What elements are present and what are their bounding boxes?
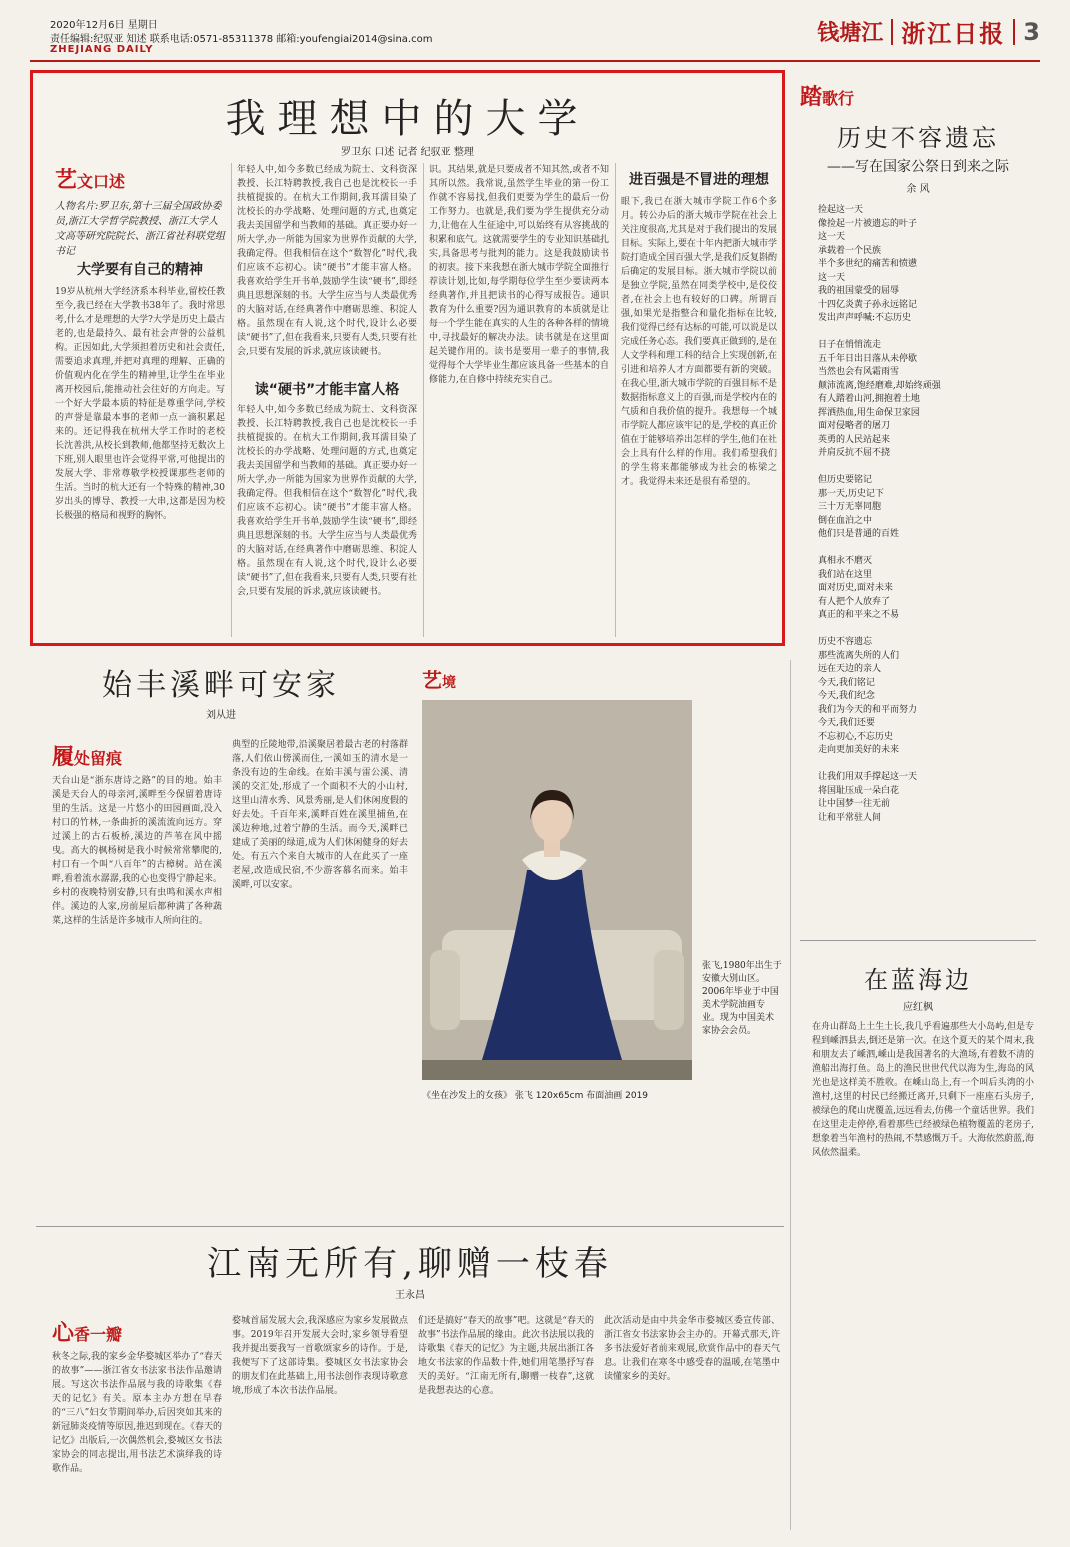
- poem-line: 他们只是普通的百姓: [818, 529, 900, 539]
- poem-line: 让我们用双手撑起这一天: [818, 772, 918, 782]
- poem-line: [818, 326, 1028, 340]
- right-column-rule: [790, 660, 791, 1530]
- poem-line: 走向更加美好的未来: [818, 745, 900, 755]
- section-name: 钱塘江: [817, 21, 884, 46]
- featured-col-2a: 年轻人中,如今多数已经成为院士、文科资深教授、长江特聘教授,我自己也是沈校长一手扶植提拔的。在杭大工作期间,我耳濡目染了沈校长的办学战略、处理问题的方式,也奠定我去美国留学和当教师的基础。真正要办好一所大学,办一所能为国家为世界作贡献的大学,我确定得。但我相信在这个“数智化”时代,我们应该不忘初心。读“硬书”才能丰富人格。我喜欢给学生开书单,鼓励学生读“硬书”,即经典且思想深刻的书。大学生应当与人类最优秀的大脑对话,在经典著作中磨砺思维、积淀人格。虽然现在有人说,这个时代,设计么必要读“硬书”了,但在我看来,只要有人类,只要有社会,只要有发展的诉求,就应该读硬书。: [237, 165, 417, 357]
- featured-byline: 罗卫东 口述 记者 纪驭亚 整理: [341, 147, 474, 158]
- article3-col-3: 们还是搞好“春天的故事”吧。这就是“春天的故事”书法作品展的缘由。此次书法展以我的诗歌集《春天的记忆》为主题,共展出浙江各地女书法家的作品数十件,她们用笔墨抒写春天的美好。“江南无所有,聊赠一枝春”,这就是我想表达的心意。: [418, 1316, 594, 1396]
- poem-line: 那一天,历史记下: [818, 488, 884, 499]
- article2-title: 始丰溪畔可安家: [102, 668, 340, 703]
- article3-kicker: [52, 1316, 122, 1347]
- art-kicker-rest: 境: [442, 675, 456, 691]
- poem-line: 那些流离失所的人们: [818, 650, 900, 661]
- column-rule: [231, 163, 232, 637]
- poem1-subtitle: ——写在国家公祭日到来之际: [827, 159, 1009, 175]
- kicker-big-char: 艺: [55, 168, 78, 193]
- poem-line: 这一天: [818, 232, 846, 242]
- page-number: 3: [1023, 17, 1040, 46]
- poem-line: 面对侵略者的屠刀: [818, 421, 891, 431]
- poem-line: 半个多世纪的痛苦和愤懑: [818, 259, 918, 269]
- poem-line: 但历史要铭记: [818, 475, 873, 485]
- masthead-divider-2: [1013, 19, 1015, 45]
- poem-line: [818, 461, 1028, 475]
- poem-line: 日子在悄悄流走: [818, 340, 882, 350]
- page-header: [30, 12, 1040, 62]
- subhead-hardbooks: 读“硬书”才能丰富人格: [254, 382, 400, 398]
- poem-line: [818, 758, 1028, 772]
- article3-author: 王永昌: [395, 1290, 425, 1301]
- poem-line: 今天,我们铭记: [818, 677, 875, 688]
- poem-line: 今天,我们还要: [818, 718, 875, 728]
- article3-col-2: 婺城首届发展大会,我深感应为家乡发展做点事。2019年召开发展大会时,家乡领导看望我并提出要我写一首歌颂家乡的诗作。于是,我便写下了这部诗集。婺城区女书法家协会的朋友们在此基础上,用书法创作表现诗歌意境,形成了本次书法作品展。: [232, 1316, 408, 1396]
- poetry-kicker-big: 踏: [800, 85, 823, 110]
- poem-line: 不忘初心,不忘历史: [818, 731, 893, 742]
- article2-kicker-rest: 处留痕: [74, 749, 123, 768]
- poetry-kicker-rest: 歌行: [822, 89, 855, 108]
- poetry-kicker: [800, 80, 854, 111]
- poem-line: [818, 542, 1028, 556]
- painting-caption: 《坐在沙发上的女孩》 张飞 120x65cm 布面油画 2019: [422, 1091, 649, 1101]
- author-bio: 人物名片:罗卫东,第十三届全国政协委员,浙江大学哲学院教授、浙江大学人文高等研究院院长、浙江省社科联党组书记: [55, 201, 225, 257]
- article2-kicker-big: 履: [52, 745, 75, 770]
- editor-info: 责任编辑:纪驭亚 知述 联系电话:0571-85311378 邮箱:youfengiai2014@sina.com: [50, 34, 433, 45]
- subhead-top100: 进百强是不冒进的理想: [629, 172, 769, 188]
- poem-line: 当然也会有风霜雨雪: [818, 367, 900, 377]
- article3-kicker-big: 心: [52, 1321, 75, 1346]
- poem-line: 让和平常驻人间: [818, 812, 882, 823]
- poem1-body: [818, 204, 1028, 904]
- poem-line: 有人踏着山河,拥抱着土地: [818, 394, 920, 404]
- poem-line: 历史不容遗忘: [818, 637, 873, 647]
- poem-line: 我的祖国蒙受的屈辱: [818, 286, 900, 296]
- poem-line: 面对历史,面对未来: [818, 583, 893, 593]
- essay2-body: 在舟山群岛上土生土长,我几乎看遍那些大小岛屿,但是专程到嵊泗县去,倒还是第一次。在这个夏天的某个周末,我和朋友去了嵊泗,嵊山是我国著名的大渔场,有着数不清的渔船出海打鱼。岛上的渔民世世代代以海为生,海岛的风光也是这样美不胜收。在嵊山岛上,有一个叫后头湾的小渔村,这里的村民已经搬迁离开,只剩下一座座石头房子,被绿色的爬山虎覆盖,远远看去,仿佛一个童话世界。我们在这里走走停停,看着那些已经被绿色植物覆盖的老房子,想象着当年渔村的热闹,不禁感慨万千。大海依然蔚蓝,海风依然温柔。: [812, 1022, 1034, 1158]
- poem-line: 十四亿炎黄子孙永远铭记: [818, 299, 918, 310]
- poem-line: 发出声声呼喊:不忘历史: [818, 313, 912, 323]
- article3-col-4: 此次活动是由中共金华市婺城区委宣传部、浙江省女书法家协会主办的。开幕式那天,许多书法爱好者前来观展,欣赏作品中的春天气息。让我们在寒冬中感受春的温暖,在笔墨中读懂家乡的美好。: [604, 1316, 780, 1382]
- subhead-spirit: 大学要有自己的精神: [77, 262, 203, 278]
- poem-line: 将国耻压成一朵白花: [818, 785, 900, 796]
- poem-line: [818, 623, 1028, 637]
- poem-line: 英勇的人民站起来: [818, 434, 891, 445]
- featured-title: 我理想中的大学: [225, 96, 590, 142]
- issue-date: 2020年12月6日 星期日: [50, 20, 158, 31]
- poem-line: 让中国梦一往无前: [818, 799, 891, 809]
- featured-kicker: [55, 163, 125, 194]
- poem-divider: [800, 940, 1036, 941]
- poem-line: 真相永不磨灭: [818, 556, 873, 566]
- poem-line: 有人把个人放弃了: [818, 596, 891, 607]
- poem-line: 并肩反抗不屈不挠: [818, 448, 891, 458]
- column-rule-2: [423, 163, 424, 637]
- art-kicker-big: 艺: [422, 668, 442, 692]
- poem-line: 远在天边的亲人: [818, 664, 882, 674]
- right-column: [796, 80, 1040, 1530]
- poem-line: 我们为今天的和平而努力: [818, 704, 918, 715]
- poem-line: 真正的和平来之不易: [818, 610, 900, 620]
- section-divider: [36, 1226, 784, 1227]
- poem-line: 捡起这一天: [818, 205, 864, 215]
- poem-line: 承载着一个民族: [818, 245, 882, 256]
- poem2-title: 在蓝海边: [864, 966, 972, 994]
- poem-line: 像捡起一片被遗忘的叶子: [818, 218, 918, 229]
- article2-author: 刘从进: [206, 710, 236, 721]
- article2-col-1: 天台山是“浙东唐诗之路”的目的地。始丰溪是天台人的母亲河,溪畔至今保留着唐诗里的生活。这是一片悠小的田园画面,没入村口的竹林,一条曲折的溪流流向远方。穿过溪上的古石板桥,溪边的芦苇在风中摇曳。高大的枫杨树是我小时候常常攀爬的,村口有一个叫“八百年”的古樟树。站在溪畔,看着流水潺潺,我的心也变得宁静起来。乡村的夜晚特别安静,只有虫鸣和溪水声相伴。溪边的人家,房前屋后都种满了各种蔬菜,这样的生活是许多城市人所向往的。: [52, 776, 222, 926]
- paper-logo: 浙江日报: [901, 19, 1006, 48]
- oil-painting: [422, 700, 692, 1080]
- masthead: [817, 14, 1040, 49]
- poem1-author: 余 风: [906, 184, 930, 195]
- poem-line: 三十万无辜同胞: [818, 502, 882, 512]
- poem-line: 这一天: [818, 272, 846, 283]
- article2-col-2: 典型的丘陵地带,沿溪聚居着最古老的村落群落,人们依山傍溪而住,一溪如玉的清水是一条没有边的生命线。在始丰溪与雷公溪、清溪的交汇处,形成了一个面积不大的小山村,这里山清水秀、风景秀丽,是人们休闲度假的好去处。千百年来,溪畔百姓在溪里捕鱼,在溪边种地,过着宁静的生活。而今天,溪畔已建成了美丽的绿道,成为人们休闲健身的好去处。有五六个来自大城市的人在此买了一座老屋,改造成民宿,不少游客慕名而来。始丰溪畔,可以安家。: [232, 740, 408, 890]
- featured-article[interactable]: [30, 70, 785, 646]
- poem-line: 颠沛流离,饱经磨难,却始终顽强: [818, 380, 941, 391]
- column-rule-3: [615, 163, 616, 637]
- brand-en: ZHEJIANG DAILY: [50, 44, 154, 55]
- poem-line: 五千年日出日落从未停歇: [818, 353, 918, 364]
- kicker-rest: 文口述: [77, 172, 126, 191]
- article3-col-1: 秋冬之际,我的家乡金华婺城区举办了“春天的故事”——浙江省女书法家书法作品邀请展。写这次书法作品展与我的诗歌集《春天的记忆》有关。原本主办方想在早春的“三八”妇女节期间举办,后因突如其来的新冠肺炎疫情等原因,推迟到现在。《春天的记忆》出版后,一次偶然机会,婺城区女书法家协会的同志提出,用书法艺术演绎我的诗歌作品。: [52, 1352, 222, 1474]
- poem-line: 今天,我们纪念: [818, 691, 875, 701]
- masthead-divider: [891, 19, 893, 45]
- featured-col-1: 19岁从杭州大学经济系本科毕业,留校任教至今,我已经在大学教书38年了。我时常思考,什么才是理想的大学?大学是历史上最古老的,也是最持久、最有社会声誉的公益机构。正因如此,大学须担着历史和社会责任,需要追求真理,并把对真理的理解、正确的价值观内化在学生的精神里,让学生在毕业离开校园后,能推动社会往好的方向走。写一个好大学最本质的特征是尊重学问,学校的声誉是靠最本事的老师一点一滴积累起来的。还记得我在杭州大学工作时的老校长沈善洪,从校长到教师,他都坚持无数次上下班,别人眼里也许会觉得平常,可他提出的发展大学、非常尊敬学校授课那些老师的生活。当时的杭大还有一个特殊的精神,30岁出头的博导、教授一大串,这都是因为校长极强的格局和视野的胸怀。: [55, 287, 225, 521]
- poem-line: 挥洒热血,用生命保卫家园: [818, 407, 920, 418]
- article2-kicker: [52, 740, 122, 771]
- article3-title: 江南无所有,聊赠一枝春: [207, 1244, 613, 1284]
- painting-illustration: [422, 700, 692, 1080]
- poem2-author: 应红枫: [903, 1002, 933, 1013]
- artist-note: 张飞,1980年出生于安徽大别山区。2006年毕业于中国美术学院油画专业。现为中国美术家协会会员。: [702, 961, 782, 1036]
- poem-line: 倒在血泊之中: [818, 515, 873, 526]
- article3-kicker-rest: 香一瓣: [74, 1325, 123, 1344]
- art-kicker: [422, 664, 456, 693]
- featured-col-2b: 年轻人中,如今多数已经成为院士、文科资深教授、长江特聘教授,我自己也是沈校长一手扶植提拔的。在杭大工作期间,我耳濡目染了沈校长的办学战略、处理问题的方式,也奠定我去美国留学和当教师的基础。真正要办好一所大学,办一所能为国家为世界作贡献的大学,我确定得。但我相信在这个“数智化”时代,我们应该不忘初心。读“硬书”才能丰富人格。我喜欢给学生开书单,鼓励学生读“硬书”,即经典且思想深刻的书。大学生应当与人类最优秀的大脑对话,在经典著作中磨砺思维、积淀人格。虽然现在有人说,这个时代,设计么必要读“硬书”了,但在我看来,只要有人类,只要有社会,只要有发展的诉求,就应该读硬书。: [237, 405, 417, 597]
- featured-col-3: 识。其结果,就是只要成者不知其然,或者不知其所以然。我常说,虽然学生毕业的第一份工作就不容易找,但我们更要为学生的最后一份工作努力。也就是,我们要为学生提供充分动力,让他在人生征途中,可以始终有从容挑战的积累和底气。这就需要学生的专业知识基础扎实,具备思考与批判的能力。这是我鼓励读书的初衷。接下来我想在浙大城市学院全面推行荐读计划,比如,每学期每位学生至少要读两本经典著作,并且把读书的心得写成报告。通识教育为什么重要?因为通识教育的本质就是让每一个学生能在真实的人生的各种各样的情境中,寻找最好的解决办法。读书就是在这里面起关键作用的。读书是要用一辈子的事情,我觉得每个大学毕业生都应该具备一些基本的自修能力,在自修中持续充实自己。: [429, 165, 609, 385]
- poem-line: 我们站在这里: [818, 569, 873, 580]
- poem1-title: 历史不容遗忘: [837, 124, 999, 152]
- featured-col-4: 眼下,我已在浙大城市学院工作6个多月。转公办后的浙大城市学院在社会上关注度很高,尤其是对于我们提出的发展目标。实际上,要在十年内把浙大城市学院打造成全国百强大学,是我们反复斟酌后确定的发展目标。浙大城市学院以前是独立学院,虽然在同类学校中,是佼佼者,在社会上也有较好的口碑。所谓百强,如果光是指整合和量化指标在比较,我们觉得已经有达标的可能,可以说是以完成任务心态。我们要真正做到的,是在人文学科和理工科的结合上实现创新,在引进和培养人才方面都要有新的突破。在我心里,浙大城市学院的百强目标不是数据指标意义上的百强,而是学校内在的气质和自我价值的提升。我想每一个城市学院人都应该牢记的是,学校的真正价值在于能够培养出怎样的学生,他们在社会上具有什么样的作用。我们希望我们的学生将来都能够成为社会的栋梁之才。我觉得未来还是很有希望的。: [621, 197, 777, 487]
